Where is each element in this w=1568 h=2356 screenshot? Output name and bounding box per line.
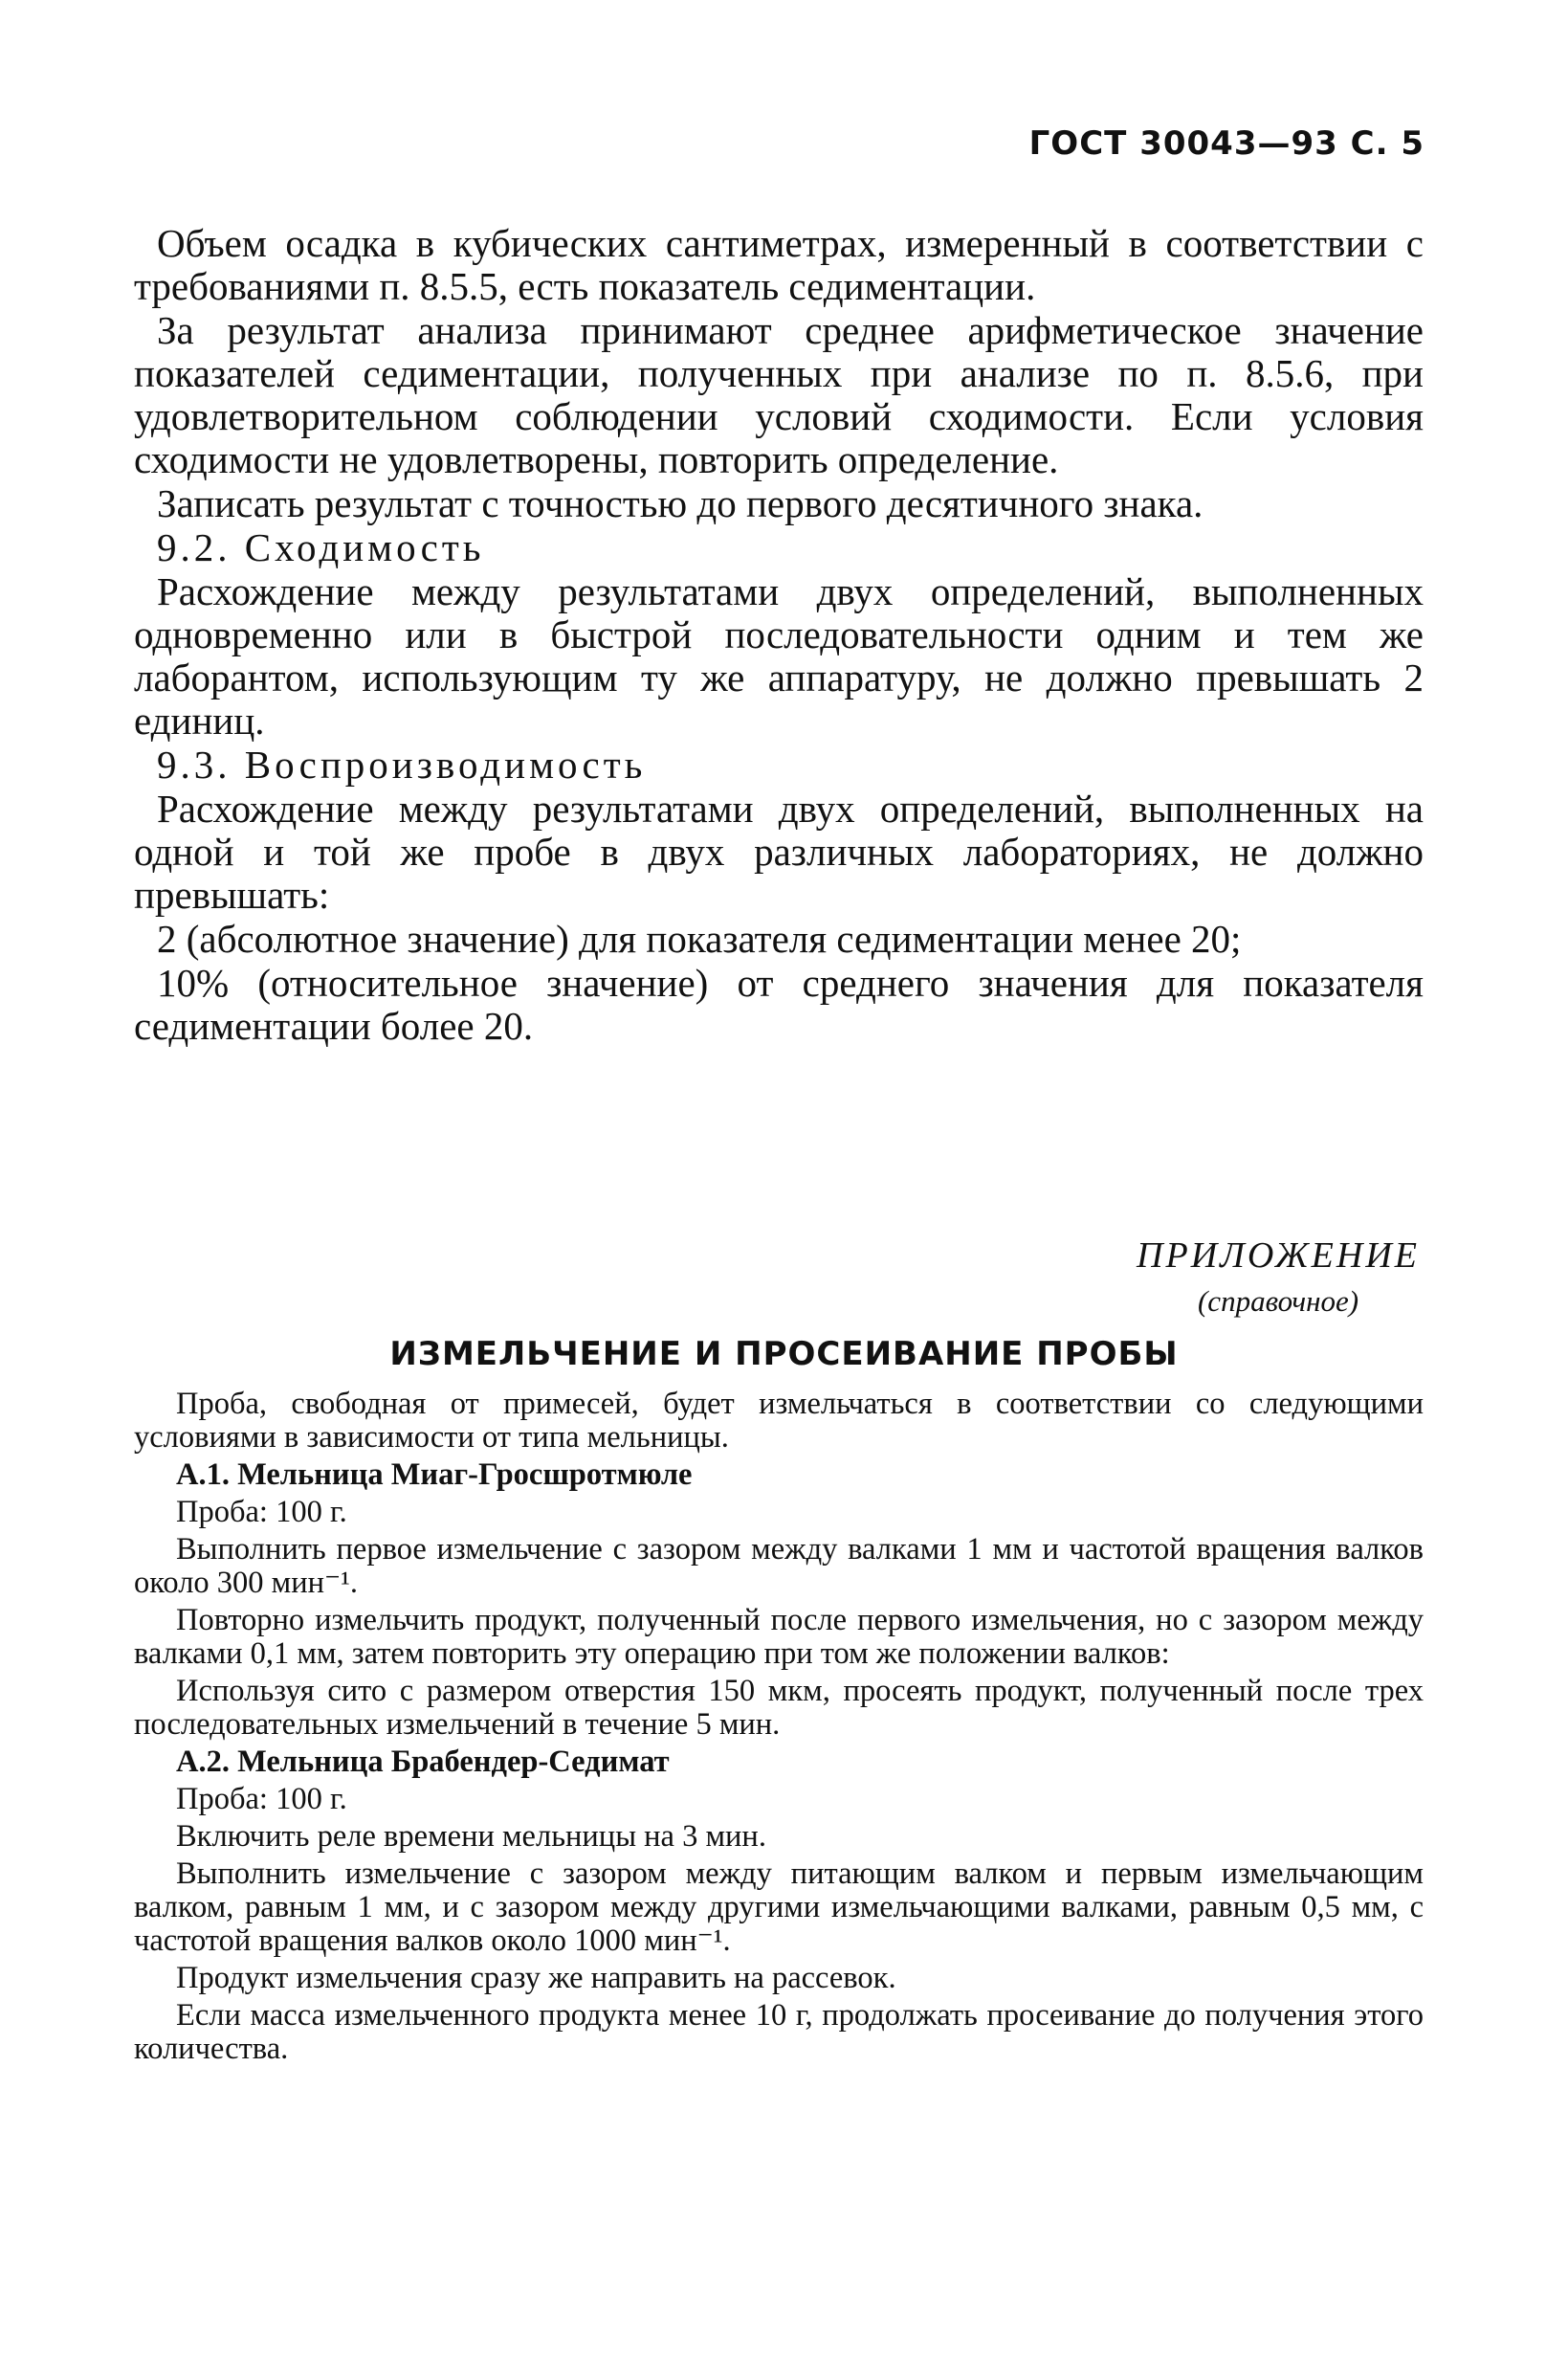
appendix-text bbox=[134, 1388, 1424, 2070]
section-heading-9-2: 9.2. Сходимость bbox=[157, 525, 485, 569]
paragraph: Включить реле времени мельницы на 3 мин. bbox=[176, 1819, 766, 1854]
appendix-label: ПРИЛОЖЕНИЕ bbox=[1137, 1235, 1420, 1276]
paragraph: Объем осадка в кубических сантиметрах, измеренный в соответствии с требованиями п. 8.5.5, есть показатель седиментации. bbox=[134, 221, 1424, 308]
page-header: ГОСТ 30043—93 С. 5 bbox=[1028, 124, 1424, 163]
appendix-label-block bbox=[1137, 1234, 1420, 1319]
paragraph: 10% (относительное значение) от среднего значения для показателя седиментации более 20. bbox=[134, 961, 1424, 1048]
paragraph: Повторно измельчить продукт, полученный после первого измельчения, но с зазором между валками 0,1 мм, затем повторить эту операцию при том же положении валков: bbox=[134, 1603, 1424, 1671]
paragraph: Записать результат с точностью до первого десятичного знака. bbox=[157, 481, 1204, 525]
main-text bbox=[134, 222, 1424, 1049]
appendix-sublabel: (справочное) bbox=[1197, 1284, 1359, 1318]
paragraph: Проба: 100 г. bbox=[176, 1495, 347, 1529]
paragraph: За результат анализа принимают среднее арифметическое значение показателей седиментации, полученных при анализе по п. 8.5.6, при удовлетворительном соблюдении условий сходимости. Если условия сходимости не удовлетворены, повторить определение. bbox=[134, 308, 1424, 481]
paragraph: Если масса измельченного продукта менее 10 г, продолжать просеивание до получения этого количества. bbox=[134, 1998, 1424, 2066]
paragraph: Проба: 100 г. bbox=[176, 1782, 347, 1816]
paragraph: Выполнить первое измельчение с зазором между валками 1 мм и частотой вращения валков около 300 мин⁻¹. bbox=[134, 1532, 1424, 1600]
paragraph: Продукт измельчения сразу же направить на рассевок. bbox=[176, 1961, 896, 1995]
paragraph: Проба, свободная от примесей, будет измельчаться в соответствии со следующими условиями в зависимости от типа мельницы. bbox=[134, 1387, 1424, 1455]
paragraph: Выполнить измельчение с зазором между питающим валком и первым измельчающим валком, равным 1 мм, и с зазором между другими измельчающими валками, равным 0,5 мм, с частотой вращения валков около 1000 мин⁻¹. bbox=[134, 1856, 1424, 1958]
appendix-title: ИЗМЕЛЬЧЕНИЕ И ПРОСЕИВАНИЕ ПРОБЫ bbox=[389, 1335, 1179, 1373]
paragraph: Расхождение между результатами двух определений, выполненных на одной и той же пробе в двух различных лабораториях, не должно превышать: bbox=[134, 787, 1424, 917]
paragraph: Используя сито с размером отверстия 150 мкм, просеять продукт, полученный после трех последовательных измельчений в течение 5 мин. bbox=[134, 1674, 1424, 1742]
subsection-heading-a2: А.2. Мельница Брабендер-Седимат bbox=[176, 1745, 670, 1779]
paragraph: 2 (абсолютное значение) для показателя седиментации менее 20; bbox=[157, 917, 1242, 961]
section-heading-9-3: 9.3. Воспроизводимость bbox=[157, 743, 647, 787]
subsection-heading-a1: А.1. Мельница Миаг-Гросшротмюле bbox=[176, 1457, 693, 1492]
paragraph: Расхождение между результатами двух определений, выполненных одновременно или в быстрой последовательности одним и тем же лаборантом, использующим ту же аппаратуру, не должно превышать 2 единиц. bbox=[134, 569, 1424, 743]
